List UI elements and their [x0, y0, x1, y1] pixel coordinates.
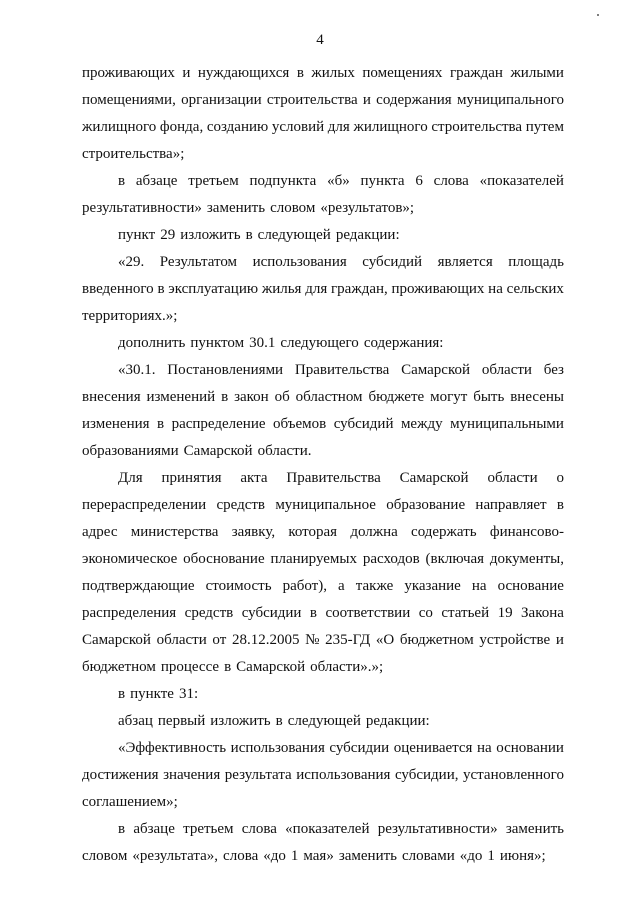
- word: в: [157, 416, 165, 432]
- text-line: [82, 546, 564, 573]
- text-line: [82, 789, 564, 816]
- word: помещениями,: [82, 92, 176, 108]
- text-line: [82, 303, 564, 330]
- word: области: [481, 362, 532, 378]
- word: бюджетном: [399, 632, 474, 648]
- word: и: [182, 65, 191, 81]
- word: абзаце: [133, 821, 175, 837]
- text-line: [82, 195, 564, 222]
- word: изложить: [180, 227, 241, 243]
- word: от: [212, 632, 227, 648]
- word: в: [118, 686, 126, 702]
- word: проживающих: [82, 65, 175, 81]
- word: подтверждающие: [82, 578, 195, 594]
- paragraph: [82, 465, 564, 681]
- word: областном: [295, 389, 363, 405]
- word: пункта: [360, 173, 405, 189]
- word: №: [305, 632, 320, 648]
- word: Самарской: [183, 443, 253, 459]
- word: 1: [290, 848, 299, 864]
- word: 28.12.2005: [231, 632, 300, 648]
- word: Для: [118, 470, 143, 486]
- word: изменений: [146, 389, 216, 405]
- word: в: [245, 227, 253, 243]
- word: результата: [224, 767, 292, 783]
- word: строительства: [266, 92, 358, 108]
- word: жилья: [261, 281, 302, 297]
- paragraph: [82, 222, 564, 249]
- paragraph: [82, 249, 564, 330]
- word: результативности»: [377, 821, 498, 837]
- word: об: [274, 389, 290, 405]
- word: перераспределении: [82, 497, 207, 513]
- page-number: 4: [316, 32, 324, 48]
- word: распределение: [171, 416, 266, 432]
- text-line: [82, 87, 564, 114]
- word: установленного: [463, 767, 564, 783]
- word: субсидий: [333, 416, 394, 432]
- word: стоимость: [205, 578, 272, 594]
- word: следующего: [280, 335, 359, 351]
- word: дополнить: [118, 335, 186, 351]
- word: заменить: [505, 821, 564, 837]
- word: словом: [82, 848, 128, 864]
- word: путем: [525, 119, 564, 135]
- word: строительства»;: [82, 146, 185, 162]
- word: «Эффективность: [118, 740, 227, 756]
- word: 30.1: [249, 335, 276, 351]
- word: в: [118, 173, 126, 189]
- word: «29.: [118, 254, 145, 270]
- text-line: [82, 762, 564, 789]
- word: субсидии: [241, 605, 302, 621]
- word: которая: [288, 524, 338, 540]
- word: в: [118, 821, 126, 837]
- word: министерства: [130, 524, 219, 540]
- text-line: [82, 60, 564, 87]
- word: использования: [230, 740, 325, 756]
- word: бюджетном: [82, 659, 156, 675]
- word: распределения: [82, 605, 177, 621]
- word: муниципального: [456, 92, 564, 108]
- text-line: [82, 681, 564, 708]
- word: основание: [497, 578, 564, 594]
- word: словом: [270, 200, 316, 216]
- word: жилищного: [353, 119, 428, 135]
- text-line: [82, 114, 564, 141]
- word: закон: [234, 389, 269, 405]
- word: абзаце: [135, 173, 178, 189]
- text-line: [82, 708, 564, 735]
- word: подпункта: [249, 173, 317, 189]
- word: устройстве: [479, 632, 551, 648]
- text-line: [82, 276, 564, 303]
- word: Правительства: [286, 470, 381, 486]
- word: внесения: [82, 389, 141, 405]
- word: муниципальное: [275, 497, 376, 513]
- document-body: [82, 60, 564, 870]
- paragraph: [82, 330, 564, 357]
- word: является: [437, 254, 493, 270]
- word: первый: [157, 713, 206, 729]
- text-line: [82, 519, 564, 546]
- word: области.: [257, 443, 312, 459]
- word: Самарской: [399, 470, 469, 486]
- word: без: [543, 362, 564, 378]
- word: соглашением»;: [82, 794, 178, 810]
- word: «б»: [327, 173, 350, 189]
- word: Закона: [521, 605, 564, 621]
- word: образованиями: [82, 443, 179, 459]
- word: субсидии: [329, 740, 390, 756]
- word: на: [471, 578, 487, 594]
- word: Правительства: [294, 362, 390, 378]
- word: граждан: [449, 65, 503, 81]
- word: расходов: [362, 551, 420, 567]
- word: «30.1.: [118, 362, 156, 378]
- word: слова: [241, 821, 277, 837]
- text-line: [82, 600, 564, 627]
- word: а: [338, 578, 345, 594]
- word: «показателей: [285, 821, 370, 837]
- paragraph: [82, 357, 564, 465]
- word: заменить: [338, 848, 398, 864]
- word: экономическое: [82, 551, 178, 567]
- word: фонда,: [159, 119, 204, 135]
- word: для: [327, 119, 350, 135]
- word: в: [556, 497, 564, 513]
- word: адрес: [82, 524, 118, 540]
- word: внесены: [510, 389, 564, 405]
- word: основании: [496, 740, 564, 756]
- word: в: [157, 281, 165, 297]
- text-line: [82, 438, 564, 465]
- word: средств: [184, 605, 234, 621]
- word: бюджете: [368, 389, 425, 405]
- word: Самарской: [401, 362, 471, 378]
- word: редакции:: [365, 713, 430, 729]
- word: содержания: [376, 92, 452, 108]
- word: изменения: [82, 416, 150, 432]
- word: мая»: [303, 848, 334, 864]
- word: работ),: [282, 578, 327, 594]
- word: изложить: [210, 713, 271, 729]
- word: «результата»,: [132, 848, 219, 864]
- word: следующей: [257, 227, 331, 243]
- word: территориях.»;: [82, 308, 178, 324]
- word: соответствии: [325, 605, 411, 621]
- word: следующей: [287, 713, 361, 729]
- text-line: [82, 654, 564, 681]
- word: «показателей: [479, 173, 564, 189]
- word: заменить: [206, 200, 266, 216]
- word: субсидий: [362, 254, 423, 270]
- word: проживающих: [391, 281, 485, 297]
- word: также: [355, 578, 394, 594]
- text-line: [82, 168, 564, 195]
- word: субсидии,: [394, 767, 459, 783]
- word: «до: [263, 848, 286, 864]
- word: нуждающихся: [197, 65, 290, 81]
- word: акта: [240, 470, 268, 486]
- word: 31:: [178, 686, 199, 702]
- text-line: [82, 357, 564, 384]
- word: указание: [404, 578, 461, 594]
- word: области: [487, 470, 538, 486]
- word: площадь: [508, 254, 564, 270]
- word: жилыми: [510, 65, 564, 81]
- word: на: [488, 281, 503, 297]
- scan-speck: [597, 14, 599, 16]
- word: в: [224, 659, 232, 675]
- word: оценивается: [393, 740, 473, 756]
- word: области».»;: [310, 659, 384, 675]
- word: жилых: [311, 65, 355, 81]
- word: Самарской: [236, 659, 306, 675]
- word: статьей: [441, 605, 490, 621]
- word: 6: [415, 173, 423, 189]
- word: области: [156, 632, 207, 648]
- word: заявку,: [231, 524, 276, 540]
- word: «О: [375, 632, 395, 648]
- word: в: [275, 713, 283, 729]
- text-line: [82, 411, 564, 438]
- word: Постановлениями: [167, 362, 284, 378]
- word: созданию: [206, 119, 269, 135]
- word: должна: [350, 524, 398, 540]
- word: пунктом: [190, 335, 245, 351]
- word: граждан,: [331, 281, 388, 297]
- word: слова: [223, 848, 259, 864]
- word: редакции:: [335, 227, 400, 243]
- word: обоснование: [183, 551, 265, 567]
- text-line: [82, 465, 564, 492]
- text-line: [82, 843, 564, 870]
- word: введенного: [82, 281, 154, 297]
- word: условий: [271, 119, 325, 135]
- word: в: [309, 605, 318, 621]
- word: июня»;: [499, 848, 546, 864]
- text-line: [82, 249, 564, 276]
- paragraph: [82, 60, 564, 168]
- paragraph: [82, 708, 564, 735]
- word: 1: [487, 848, 495, 864]
- text-line: [82, 222, 564, 249]
- word: принятия: [161, 470, 222, 486]
- word: использования: [296, 767, 391, 783]
- word: объемов: [272, 416, 327, 432]
- text-line: [82, 816, 564, 843]
- word: содержать: [411, 524, 477, 540]
- word: содержания:: [363, 335, 444, 351]
- word: 19: [497, 605, 513, 621]
- text-line: [82, 492, 564, 519]
- paragraph: [82, 681, 564, 708]
- word: использования: [252, 254, 347, 270]
- word: для: [305, 281, 328, 297]
- paragraph: [82, 816, 564, 870]
- word: в: [296, 65, 304, 81]
- word: финансово-: [489, 524, 564, 540]
- word: о: [556, 470, 564, 486]
- word: «до: [459, 848, 483, 864]
- word: между: [400, 416, 443, 432]
- word: средств: [216, 497, 266, 513]
- paragraph: [82, 735, 564, 816]
- word: документы,: [489, 551, 564, 567]
- word: абзац: [118, 713, 153, 729]
- text-line: [82, 627, 564, 654]
- word: жилищного: [82, 119, 157, 135]
- word: в: [221, 389, 229, 405]
- word: эксплуатацию: [168, 281, 259, 297]
- word: и: [555, 632, 564, 648]
- word: третьем: [188, 173, 239, 189]
- word: пункт: [118, 227, 156, 243]
- text-line: [82, 330, 564, 357]
- word: и: [362, 92, 371, 108]
- word: направляет: [475, 497, 547, 513]
- word: третьем: [183, 821, 234, 837]
- word: 29: [160, 227, 176, 243]
- word: пункте: [130, 686, 174, 702]
- word: планируемых: [270, 551, 357, 567]
- word: (включая: [425, 551, 485, 567]
- word: могут: [430, 389, 468, 405]
- word: помещениях: [362, 65, 443, 81]
- word: муниципальными: [450, 416, 564, 432]
- word: слова: [433, 173, 469, 189]
- word: образование: [386, 497, 466, 513]
- word: Результатом: [159, 254, 238, 270]
- word: сельских: [506, 281, 564, 297]
- word: Самарской: [82, 632, 151, 648]
- word: «результатов»;: [320, 200, 415, 216]
- word: со: [418, 605, 433, 621]
- word: на: [477, 740, 492, 756]
- text-line: [82, 384, 564, 411]
- word: результативности»: [82, 200, 202, 216]
- text-line: [82, 573, 564, 600]
- word: достижения: [82, 767, 159, 783]
- word: строительства: [431, 119, 523, 135]
- word: 235-ГД: [325, 632, 371, 648]
- word: значения: [163, 767, 221, 783]
- word: словами: [402, 848, 455, 864]
- word: быть: [473, 389, 505, 405]
- word: процессе: [160, 659, 220, 675]
- text-line: [82, 735, 564, 762]
- word: организации: [181, 92, 262, 108]
- paragraph: [82, 168, 564, 222]
- text-line: [82, 141, 564, 168]
